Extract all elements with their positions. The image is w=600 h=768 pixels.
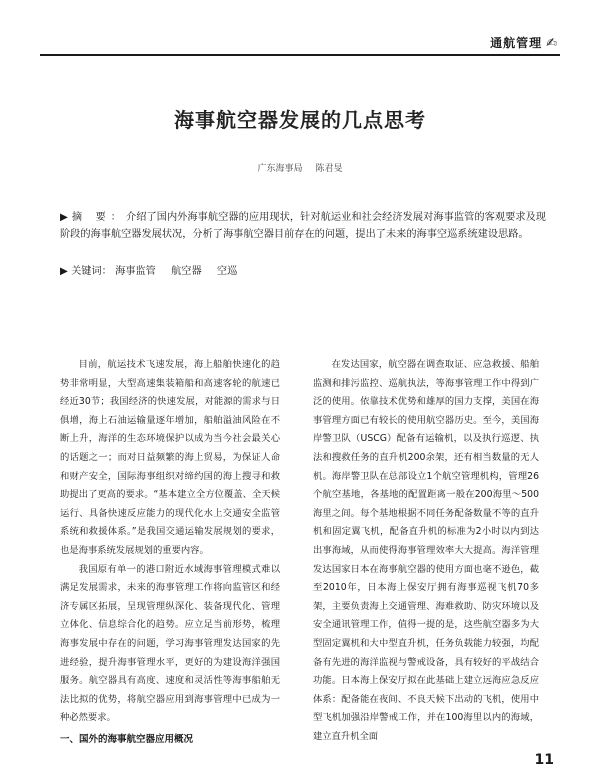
body-paragraph: 我国原有单一的港口附近水域海事管理模式难以满足发展需求，未来的海事管理工作将向监管区和经济专属区拓展，呈现管理纵深化、装备现代化、管理立体化、信息综合化的趋势。应立足当前形势，梳理海事发展中存在的问题，学习海事管理发达国家的先进经验，提升海事管理水平，更好的为建设海洋强国服务。航空器具有高度、速度和灵活性等海事船舶无法比拟的优势，将航空器应用到海事管理中已成为一种必然要求。: [60, 563, 280, 724]
body-paragraph: 目前，航运技术飞速发展，海上船舶快速化的趋势非常明显，大型高速集装箱船和高速客轮的航速已经近30节；我国经济的快速发展，对能源的需求与日俱增，海上石油运输量逐年增加，船舶溢油风险在不断上升，海洋的生态环境保护以成为当今社会最关心的话题之一；而对日益频繁的海上贸易，为保证人命和财产安全，国际海事组织对缔约国的海上搜寻和救助提出了更高的要求。“基本建立全方位覆盖、全天候运行、具备快速反应能力的现代化水上交通安全监管系统和救援体系。”是我国交通运输发展规划的要求，也是海事系统发展规划的重要内容。: [60, 359, 280, 556]
triangle-bullet-icon: ▶: [60, 212, 68, 223]
keywords-label: 关键词：: [71, 266, 112, 277]
article-title: 海事航空器发展的几点思考: [174, 108, 426, 132]
page-number: 11: [534, 752, 554, 768]
section-heading: 一、国外的海事航空器应用概况: [60, 733, 194, 745]
author-affiliation: 广东海事局: [257, 164, 303, 174]
section-name: 通航管理: [490, 36, 543, 50]
keyword: 海事监管: [115, 266, 156, 277]
page-header: [40, 30, 560, 56]
keywords: [60, 263, 546, 280]
keyword: 空巡: [216, 266, 238, 277]
section-tag: [490, 34, 558, 51]
keyword: 航空器: [171, 266, 202, 277]
pen-check-icon: ✍: [546, 36, 558, 51]
byline: [0, 161, 600, 174]
triangle-bullet-icon: ▶: [60, 266, 68, 277]
author-name: 陈君旻: [315, 164, 343, 174]
body-paragraph: 在发达国家，航空器在调查取证、应急救援、船舶监测和排污监控、巡航执法，等海事管理工作中得到广泛的使用。依靠技术优势和雄厚的国力支撑，美国在海事管理方面已有较长的使用航空器历史。至今，美国海岸警卫队（USCG）配备有运输机，以及执行巡逻、执法和搜救任务的直升机200余架，还有相当数量的无人机。海岸警卫队在总部设立1个航空管理机构，管理26个航空基地，各基地的配置距离一般在200海里～500海里之间。每个基地根据不同任务配备数量不等的直升机和固定翼飞机，配备直升机的标准为2小时以内到达出事海域，从而使得海事管理效率大大提高。海洋管理发达国家日本在海事航空器的使用方面也毫不逊色，截至2010年，日本海上保安厅拥有海事巡视飞机70多架，主要负责海上交通管理、海难救助、防灾环境以及安全通讯管理工作，值得一提的是，这些航空器多为大型固定翼机和大中型直升机，任务负载能力较强，均配备有先进的海洋监视与警戒设备，具有较好的平战结合功能。日本海上保安厅拟在此基础上建立远海应急反应体系：配备能在夜间、不良天候下出动的飞机，使用中型飞机加强沿岸警戒工作，并在100海里以内的海域，建立直升机全面: [313, 359, 539, 742]
abstract-label: 摘 要：: [71, 212, 126, 223]
abstract: [60, 209, 546, 243]
abstract-text: 介绍了国内外海事航空器的应用现状，针对航运业和社会经济发展对海事监管的客观要求及现阶段的海事航空器发展状况，分析了海事航空器目前存在的问题，提出了未来的海事空巡系统建设思路。: [60, 212, 546, 240]
body-column-right: [313, 356, 539, 746]
body-column-left: [60, 356, 280, 749]
